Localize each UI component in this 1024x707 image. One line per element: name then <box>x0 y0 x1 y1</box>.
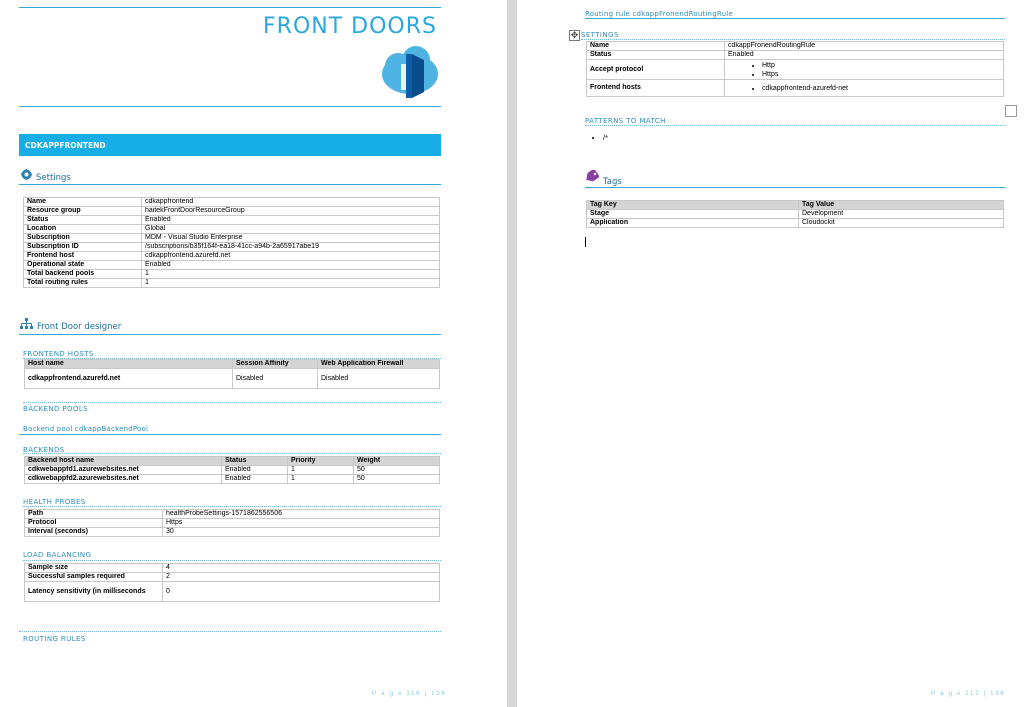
table-cell: cdkappfrontend.azurefd.net <box>25 369 233 389</box>
table-row <box>24 207 440 216</box>
table-cell: Enabled <box>222 475 288 484</box>
table-row <box>24 252 440 261</box>
table-row <box>25 582 440 602</box>
table-row <box>24 198 440 207</box>
table-row <box>24 243 440 252</box>
table-cell: 1 <box>288 475 354 484</box>
rule-settings-rule <box>581 39 1005 40</box>
load-balancing-table <box>24 563 440 602</box>
backends-rule <box>23 453 441 454</box>
designer-heading: Front Door designer <box>37 322 122 332</box>
routing-rules-label: ROUTING RULES <box>23 635 86 643</box>
table-row <box>25 475 440 484</box>
table-row <box>24 234 440 243</box>
row-key: Protocol <box>25 519 163 528</box>
accept-protocol-key: Accept protocol <box>587 60 725 80</box>
document-title: FRONT DOORS <box>263 14 437 39</box>
rule-name-key: Name <box>587 42 725 51</box>
table-cell: Cloudockit <box>799 219 1004 228</box>
table-cell: Enabled <box>222 466 288 475</box>
list-item: • /* <box>603 133 608 142</box>
header-rule <box>19 106 441 107</box>
backend-pool-rule <box>19 434 441 435</box>
load-balancing-rule <box>23 560 441 561</box>
settings-heading: Settings <box>36 173 71 183</box>
table-row <box>24 216 440 225</box>
row-value: 1 <box>142 279 440 288</box>
footer-page-number: 116 | 136 <box>406 690 447 697</box>
row-key: Sample size <box>25 564 163 573</box>
tags-heading: Tags <box>603 177 622 187</box>
table-cell: cdkwebappfd2.azurewebsites.net <box>25 475 222 484</box>
routing-rules-rule <box>19 631 441 632</box>
table-row <box>25 528 440 537</box>
column-header: Web Application Firewall <box>318 360 440 369</box>
row-key: Total backend pools <box>24 270 142 279</box>
row-value: /subscriptions/b35f164f-ea18-41cc-a94b-2a65917abe19 <box>142 243 440 252</box>
tag-icon <box>585 170 599 182</box>
table-row <box>587 42 1004 51</box>
page-footer-left <box>372 690 446 697</box>
rule-settings-label: SETTINGS <box>581 31 619 39</box>
front-door-logo-icon <box>380 44 440 100</box>
table-row <box>24 261 440 270</box>
table-row <box>24 279 440 288</box>
backend-pools-rule <box>23 402 441 403</box>
row-value: Global <box>142 225 440 234</box>
table-cell: cdkwebappfd1.azurewebsites.net <box>25 466 222 475</box>
column-header: Tag Value <box>799 201 1004 210</box>
table-row <box>587 210 1004 219</box>
settings-gear-icon <box>21 169 32 180</box>
row-key: Latency sensitivity (in milliseconds <box>25 582 163 602</box>
row-value: 2 <box>163 573 440 582</box>
footer-prefix: P a g e <box>931 690 966 697</box>
table-row <box>25 573 440 582</box>
row-key: Name <box>24 198 142 207</box>
backends-label: BACKENDS <box>23 446 65 454</box>
accept-protocol-list <box>728 61 1000 79</box>
row-value: haitekFrontDoorResourceGroup <box>142 207 440 216</box>
row-key: Resource group <box>24 207 142 216</box>
table-row <box>25 519 440 528</box>
list-item: • Https <box>762 70 1000 79</box>
routing-rule-settings-table <box>586 41 1004 97</box>
rule-status-value: Enabled <box>725 51 1004 60</box>
table-cell: Disabled <box>318 369 440 389</box>
text-cursor <box>585 237 586 247</box>
table-row <box>587 80 1004 97</box>
row-value: 1 <box>142 270 440 279</box>
table-row <box>25 369 440 389</box>
document-page-left <box>0 0 507 707</box>
resource-banner: CDKAPPFRONTEND <box>19 134 441 156</box>
row-value: MDM - Visual Studio Enterprise <box>142 234 440 243</box>
backend-pools-label: BACKEND POOLS <box>23 405 89 413</box>
footer-prefix: P a g e <box>372 690 407 697</box>
table-row <box>25 466 440 475</box>
row-key: Operational state <box>24 261 142 270</box>
table-cell: Application <box>587 219 799 228</box>
column-header: Host name <box>25 360 233 369</box>
designer-rule <box>19 334 441 335</box>
page-footer-right <box>931 690 1005 697</box>
table-cell: Development <box>799 210 1004 219</box>
table-resize-handle[interactable] <box>1005 105 1017 117</box>
row-key: Subscription <box>24 234 142 243</box>
table-row <box>587 51 1004 60</box>
tags-table <box>586 200 1004 228</box>
table-cell: 50 <box>354 466 440 475</box>
table-cell: Stage <box>587 210 799 219</box>
rule-name-value: cdkappFronendRoutingRule <box>725 42 1004 51</box>
table-row <box>24 225 440 234</box>
row-value: cdkappfrontend.azurefd.net <box>142 252 440 261</box>
frontend-hosts-value <box>725 80 1004 97</box>
list-item: • Http <box>762 61 1000 70</box>
table-cell: 50 <box>354 475 440 484</box>
row-key: Path <box>25 510 163 519</box>
row-value: Https <box>163 519 440 528</box>
table-row <box>25 510 440 519</box>
rule-status-key: Status <box>587 51 725 60</box>
frontend-hosts-table <box>24 359 440 389</box>
health-probes-rule <box>23 506 441 507</box>
column-header: Priority <box>288 457 354 466</box>
health-probes-table <box>24 509 440 537</box>
row-key: Interval (seconds) <box>25 528 163 537</box>
row-key: Status <box>24 216 142 225</box>
document-page-right <box>517 0 1024 707</box>
frontend-hosts-label: FRONTEND HOSTS <box>23 350 94 358</box>
row-key: Total routing rules <box>24 279 142 288</box>
tags-rule <box>585 187 1005 188</box>
frontend-hosts-key: Frontend hosts <box>587 80 725 97</box>
load-balancing-label: LOAD BALANCING <box>23 551 92 559</box>
list-item: • cdkappfrontend-azurefd-net <box>762 84 1000 93</box>
settings-table <box>23 197 440 288</box>
routing-rule-title: Routing rule cdkappFronendRoutingRule <box>585 10 733 18</box>
table-cell: 1 <box>288 466 354 475</box>
row-value: Enabled <box>142 261 440 270</box>
patterns-label: PATTERNS TO MATCH <box>585 117 666 125</box>
patterns-list <box>569 133 608 142</box>
row-value: 30 <box>163 528 440 537</box>
settings-rule <box>19 184 441 185</box>
designer-hierarchy-icon <box>20 318 33 330</box>
backend-pool-name: Backend pool cdkappBackendPool <box>23 425 149 433</box>
row-key: Subscription ID <box>24 243 142 252</box>
health-probes-label: HEALTH PROBES <box>23 498 86 506</box>
row-key: Location <box>24 225 142 234</box>
row-key: Successful samples required <box>25 573 163 582</box>
column-header: Backend host name <box>25 457 222 466</box>
backends-table <box>24 456 440 484</box>
accept-protocol-value <box>725 60 1004 80</box>
row-value: healthProbeSettings-1571862556506 <box>163 510 440 519</box>
frontend-hosts-list <box>728 84 1000 93</box>
footer-page-number: 117 | 136 <box>965 690 1006 697</box>
move-handle-icon[interactable]: ✥ <box>570 30 579 40</box>
column-header: Weight <box>354 457 440 466</box>
table-row <box>587 219 1004 228</box>
page-gutter <box>507 0 517 707</box>
table-cell: Disabled <box>233 369 318 389</box>
column-header: Tag Key <box>587 201 799 210</box>
row-value: Enabled <box>142 216 440 225</box>
patterns-rule <box>585 125 1005 126</box>
row-value: 0 <box>163 582 440 602</box>
row-key: Frontend host <box>24 252 142 261</box>
column-header: Status <box>222 457 288 466</box>
table-row <box>587 60 1004 80</box>
routing-rule-rule <box>585 18 1005 19</box>
column-header: Session Affinity <box>233 360 318 369</box>
row-value: cdkappfrontend <box>142 198 440 207</box>
row-value: 4 <box>163 564 440 573</box>
top-rule <box>19 7 441 8</box>
table-row <box>25 564 440 573</box>
table-row <box>24 270 440 279</box>
